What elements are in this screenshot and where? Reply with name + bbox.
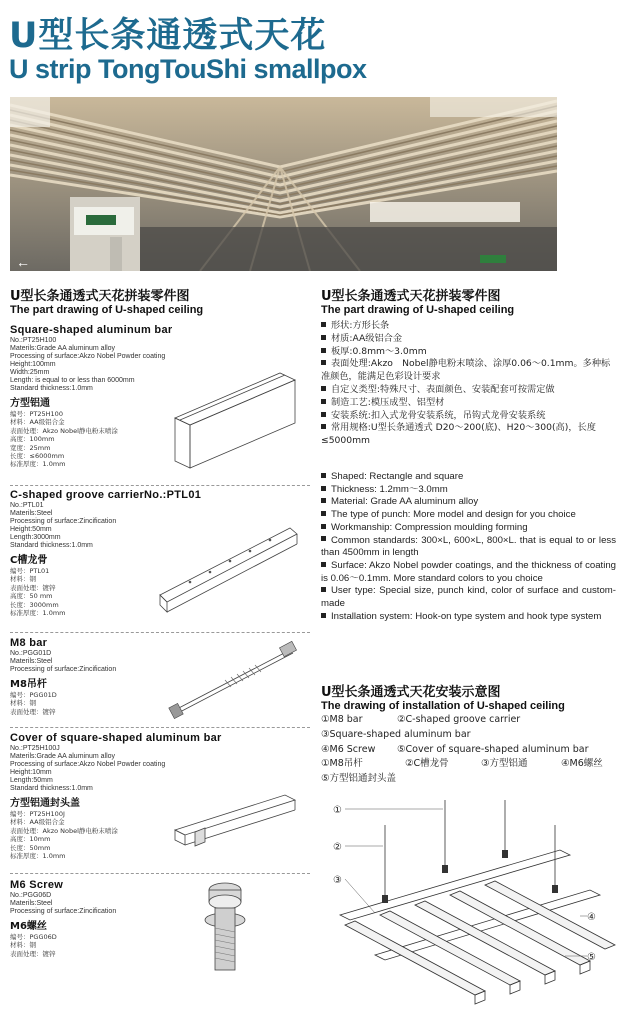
part-line-cn: 表面处理：镀锌 bbox=[10, 583, 56, 592]
part-line: No.:PT25H100 bbox=[10, 337, 57, 344]
part-line: Height:50mm bbox=[10, 526, 52, 533]
legend-item: ⑤Cover of square-shaped aluminum bar bbox=[397, 743, 589, 755]
divider bbox=[10, 873, 310, 874]
part-title: C-shaped groove carrierNo.:PTL01 bbox=[10, 489, 202, 501]
legend-item: ③Square-shaped aluminum bar bbox=[321, 728, 471, 740]
install-heading-en: The drawing of installation of U-shaped ceiling bbox=[321, 700, 565, 712]
page-title-cn: U型长条通透式天花 bbox=[9, 16, 327, 56]
legend-item: ②C槽龙骨 bbox=[405, 758, 449, 770]
divider bbox=[10, 632, 310, 633]
part-line-cn: 长度：3000mm bbox=[10, 600, 59, 609]
part-line: Processing of surface:Akzo Nobel Powder coating bbox=[10, 761, 166, 768]
right-heading-cn: U型长条通透式天花拼装零件图 bbox=[321, 289, 501, 304]
part-line: Standard thickness:1.0mm bbox=[10, 542, 93, 549]
part-m8-bar bbox=[10, 637, 180, 716]
part-title-cn: M6螺丝 bbox=[10, 921, 47, 932]
spec-item-cn: 自定义类型:特殊尺寸、表面颜色、安装配套可按需定做 bbox=[321, 384, 616, 397]
callout-3: ③ bbox=[333, 875, 342, 886]
specs-en-list bbox=[321, 471, 616, 623]
spec-item-cn: 材质:AA级铝合金 bbox=[321, 333, 616, 346]
part-line-cn: 标准厚度：1.0mm bbox=[10, 460, 66, 469]
part-line: No.:PGG06D bbox=[10, 892, 52, 899]
part-line: Materils:Steel bbox=[10, 658, 53, 665]
spec-item-en: Material: Grade AA aluminum alloy bbox=[321, 496, 616, 509]
part-line: Length: is equal to or less than 6000mm bbox=[10, 377, 135, 384]
part-m6-screw bbox=[10, 879, 180, 958]
part-title-cn: 方型铝通封头盖 bbox=[10, 798, 80, 809]
spec-item-cn: 安装系统:扣入式龙骨安装系统，吊钩式龙骨安装系统 bbox=[321, 410, 616, 423]
part-line-cn: 编号：PGG01D bbox=[10, 691, 57, 699]
left-heading-cn: U型长条通透式天花拼装零件图 bbox=[10, 289, 190, 304]
part-line-cn: 高度：100mm bbox=[10, 435, 55, 444]
part-line: Materils:Steel bbox=[10, 900, 53, 907]
divider bbox=[10, 727, 310, 728]
part-line: Standard thickness:1.0mm bbox=[10, 785, 93, 792]
part-line-cn: 表面处理：Akzo Nobel静电粉末喷涂 bbox=[10, 426, 118, 435]
part-title: Square-shaped aluminum bar bbox=[10, 324, 173, 336]
legend-item: ④M6 Screw bbox=[321, 743, 376, 755]
spec-item-en: Installation system: Hook-on type system and hook type system bbox=[321, 611, 616, 624]
part-line-cn: 编号：PT25H100 bbox=[10, 410, 63, 418]
part-line-cn: 编号：PT25H100J bbox=[10, 810, 65, 818]
part-line-cn: 标准厚度：1.0mm bbox=[10, 852, 66, 861]
part-line-cn: 宽度：25mm bbox=[10, 443, 51, 452]
part-line-cn: 高度：10mm bbox=[10, 835, 51, 844]
part-title: M8 bar bbox=[10, 637, 48, 649]
spec-item-en: Surface: Akzo Nobel powder coatings, and the thickness of coating is 0.06～0.1mm. More standard colors to you choice bbox=[321, 559, 616, 584]
part-line-cn: 材料：钢 bbox=[10, 699, 36, 708]
part-line: Processing of surface:Zincification bbox=[10, 518, 117, 525]
part-line: Length:3000mm bbox=[10, 534, 61, 541]
callout-4: ④ bbox=[587, 912, 596, 923]
part-title-cn: C槽龙骨 bbox=[10, 555, 48, 566]
part-line: Materils:Grade AA aluminum alloy bbox=[10, 753, 116, 760]
part-line-cn: 表面处理：Akzo Nobel静电粉末喷涂 bbox=[10, 826, 118, 835]
spec-item-cn: 板厚:0.8mm～3.0mm bbox=[321, 346, 616, 359]
legend-item: ⑤方型铝通封头盖 bbox=[321, 773, 397, 785]
legend bbox=[321, 713, 621, 787]
part-line-cn: 长度：≤6000mm bbox=[10, 452, 65, 461]
part-line-cn: 材料：钢 bbox=[10, 941, 36, 950]
back-arrow-icon: ← bbox=[16, 254, 30, 270]
square-bar-drawing bbox=[170, 368, 300, 473]
part-line-cn: 材料：AA级铝合金 bbox=[10, 818, 65, 827]
left-heading-en: The part drawing of U-shaped ceiling bbox=[10, 304, 204, 316]
part-line-cn: 长度：50mm bbox=[10, 843, 51, 852]
c-carrier-drawing bbox=[155, 520, 305, 615]
part-line-cn: 编号：PTL01 bbox=[10, 567, 50, 575]
install-heading-cn: U型长条通透式天花安装示意图 bbox=[321, 685, 501, 700]
part-line-cn: 高度：50 mm bbox=[10, 592, 53, 601]
right-heading-en: The part drawing of U-shaped ceiling bbox=[321, 304, 515, 316]
m8-bar-drawing bbox=[165, 640, 305, 720]
part-title-cn: 方型铝通 bbox=[10, 398, 50, 409]
cover-drawing bbox=[165, 790, 305, 850]
legend-item: ①M8 bar bbox=[321, 714, 363, 725]
specs-cn-list bbox=[321, 320, 616, 448]
spec-item-cn: 制造工艺:模压成型、铝型材 bbox=[321, 397, 616, 410]
spec-item-cn: 表面处理:Akzo Nobel静电粉末喷涂、涂厚0.06～0.1mm。多种标准颜色，能满足色彩设计要求 bbox=[321, 358, 611, 383]
spec-item-en: Common standards: 300×L, 600×L, 800×L. that is equal to or less than 4500mm in length bbox=[321, 534, 616, 559]
hero-ceiling-photo bbox=[10, 97, 557, 271]
divider bbox=[10, 485, 310, 486]
part-line: Height:100mm bbox=[10, 361, 56, 368]
part-line: Processing of surface:Zincification bbox=[10, 666, 117, 673]
callout-1: ① bbox=[333, 805, 342, 816]
legend-item: ④M6螺丝 bbox=[561, 758, 603, 770]
part-line: Standard thickness:1.0mm bbox=[10, 385, 93, 392]
part-line: Height:10mm bbox=[10, 769, 52, 776]
spec-item-cn: 常用规格:U型长条通透式 D20～200(底)、H20～300(高)，长度≤5000mm bbox=[321, 422, 596, 447]
spec-item-en: Thickness: 1.2mm～3.0mm bbox=[321, 484, 616, 497]
part-line-cn: 标准厚度：1.0mm bbox=[10, 609, 66, 618]
part-title-cn: M8吊杆 bbox=[10, 679, 47, 690]
part-line-cn: 表面处理：镀锌 bbox=[10, 707, 56, 716]
part-line: Processing of surface:Akzo Nobel Powder coating bbox=[10, 353, 166, 360]
spec-item-en: User type: Special size, punch kind, color of surface and custom-made bbox=[321, 585, 616, 610]
legend-item: ②C-shaped groove carrier bbox=[397, 714, 521, 725]
part-line-cn: 材料：钢 bbox=[10, 575, 36, 584]
part-line: Materils:Steel bbox=[10, 510, 53, 517]
part-line-cn: 表面处理：镀锌 bbox=[10, 949, 56, 958]
page-title-en: U strip TongTouShi smallpox bbox=[9, 54, 367, 84]
callout-5: ⑤ bbox=[587, 952, 596, 963]
m6-screw-drawing bbox=[195, 878, 255, 978]
spec-item-en: The type of punch: More model and design for you choice bbox=[321, 509, 616, 522]
part-line: No.:PGG01D bbox=[10, 650, 52, 657]
spec-item-en: Shaped: Rectangle and square bbox=[321, 471, 616, 484]
part-line-cn: 编号：PGG06D bbox=[10, 933, 57, 941]
spec-item-cn: 形状:方形长条 bbox=[321, 320, 616, 333]
legend-item: ①M8吊杆 bbox=[321, 758, 363, 770]
part-line: Processing of surface:Zincification bbox=[10, 908, 117, 915]
part-title: M6 Screw bbox=[10, 879, 64, 891]
part-line: No.:PT25H100J bbox=[10, 745, 60, 752]
part-title: Cover of square-shaped aluminum bar bbox=[10, 732, 222, 744]
part-line-cn: 材料：AA级铝合金 bbox=[10, 418, 65, 427]
part-line: Width:25mm bbox=[10, 369, 50, 376]
installation-diagram bbox=[325, 795, 620, 1005]
part-line: Materils:Grade AA aluminum alloy bbox=[10, 345, 116, 352]
spec-item-en: Workmanship: Compression moulding forming bbox=[321, 522, 616, 535]
part-line: No.:PTL01 bbox=[10, 502, 44, 509]
legend-item: ③方型铝通 bbox=[481, 758, 528, 770]
callout-2: ② bbox=[333, 842, 342, 853]
part-line: Length:50mm bbox=[10, 777, 53, 784]
